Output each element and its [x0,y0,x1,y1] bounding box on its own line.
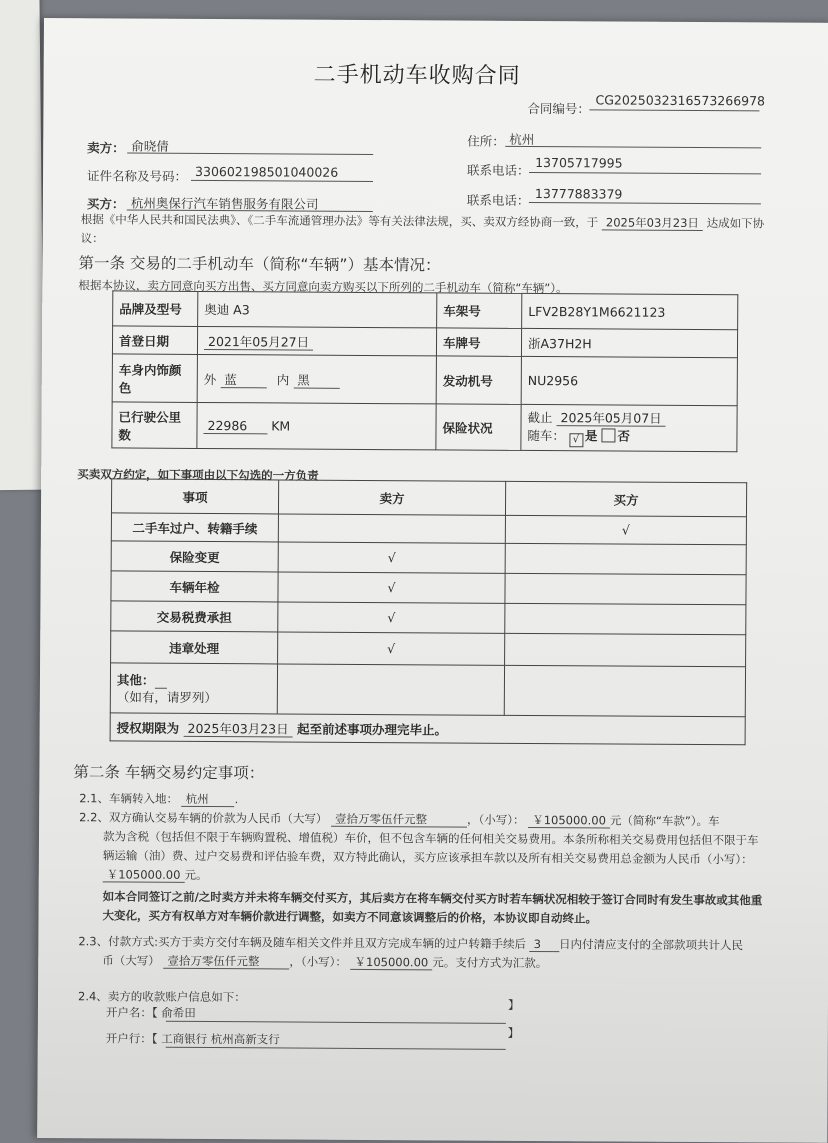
price-adjustment-note: 如本合同签订之前/之时卖方并未将车辆交付买方，其后卖方在将车辆交付买方时若车辆状况相较于签订合同时有发生事故或其他重 大变化，买方有权单方对车辆价款进行调整，如卖方不同意该调整后的价格，本协议即自动终止。 [102,889,763,926]
seller-phone-label: 联系电话： [467,162,530,178]
brand-label: 品牌及型号 [113,291,198,327]
payment-amount: ￥105000.00 [351,955,433,970]
table-row: 交易税费承担 √ [111,601,746,635]
table-row: 二手车过户、转籍手续 √ [111,513,746,545]
other-note: （如有，请罗列） [116,688,217,705]
seller-name: 俞晓倩 [131,138,169,154]
intro-text-cont: 议： [80,231,104,246]
engine-value: NU2956 [521,356,737,405]
seller-phone: 13705717995 [535,155,623,171]
duties-col-seller: 卖方 [278,480,505,515]
price-uppercase: 壹拾万零伍仟元整 [331,812,467,828]
table-row: 车辆年检 √ [111,571,746,605]
clause-2-2: 2.2、双方确认交易车辆的价款为人民币（大写） 壹拾万零伍仟元整 ，（小写）： ￥105000.00 元（简称“车款”）。车 款为含税（包括但不限于车辆购置税、增值税）车价，但不包含车辆的任何相关交易费用。本条所称相关交易费用包括但不限于车 辆运输（油）费、过户交易费和评估验车费，双方特此确认，买方应该承担车款以及所有相关交易费用总金额为人民币（小写）： ￥105000.00 元。 [79,810,759,883]
bank-row: 开户行：【 工商银行 杭州高新支行 [105,1031,280,1047]
id-number: 330602198501040026 [195,163,339,180]
plate-label: 车牌号 [436,328,521,357]
total-amount: ￥105000.00 [103,867,185,882]
contract-no-value: CG2025032316573266978 [595,92,766,109]
article1-lead: 根据本协议，卖方同意向买方出售、买方同意向卖方购买以下所列的二手机动车（简称“车辆”）。 [78,278,568,296]
price-amount: ￥105000.00 [528,813,610,828]
underlying-page-edge [0,0,45,490]
payment-days: 3 [530,937,559,952]
clause-2-1: 2.1、车辆转入地： 杭州 . [79,791,239,807]
bank-name: 工商银行 杭州高新支行 [161,1031,280,1047]
engine-label: 发动机号 [436,356,521,405]
vin-label: 车架号 [437,293,522,329]
account-holder-row: 开户名：【 俞希田 [105,1005,196,1020]
contract-page: 二手机动车收购合同 合同编号： CG2025032316573266978 卖方： 俞晓倩 住所： 杭州 证件名称及号码： 330602198501040026 联系电话： 13705717995 买方： 杭州奥保行汽车销售服务有限公司 联系电话： 13777883379 根据《中华人民共和国民法典》、《二手车流通管理办法》等有关法律法规，买、卖双方经协商一致，于 2025年03月23日 达成如下协 议： 第一条 交易的二手机动车（简称“车辆”）基本情况： 根据本协议，卖方同意向买方出售、买方同意向卖方购买以下所列的二手机动车（简称“车辆”）。 品牌及型号 奥迪 A3 车架号 LFV2B28Y1M6621123 首登日期 2021年05月27日 车牌号 浙A37H2H 车身内饰颜色 外 蓝 内 黑 发动机号 NU2956 已行驶公里数 22986 KM 保险状况 截止 2025年05月07日 随车： √ 是 否 买卖双方约定，如下事项由以下勾选的一方负责 事项 卖方 买方 二手车过户、转籍手续 √ 保险变更 √ 车辆年检 √ 交易税费承担 √ 违章处理 √ 其他： （如有，请罗列） 授权期限为 2025年03月23日 起至前述事项办理完毕止。 第二条 车辆交易约定事项： 2.1、车辆转入地： 杭州 . 2.2、双方确认交易车辆的价款为人民币（大写） 壹拾万零伍仟元整 ，（小写）： ￥105000.00 元（简称“车款”）。车 款为含税（包括但不限于车辆购置税、增值税）车价，但不包含车辆的任何相关交易费用。本条所称相关交易费用包括但不限于车 辆运输（油）费、过户交易费和评估验车费，双方特此确认，买方应该承担车款以及所有相关交易费用总金额为人民币（小写）： ￥105000.00 元。 如本合同签订之前/之时卖方并未将车辆交付买方，其后卖方在将车辆交付买方时若车辆状况相较于签订合同时有发生事故或其他重 大变化，买方有权单方对车辆价款进行调整，如卖方不同意该调整后的价格，本协议即自动终止。 2.3、付款方式:买方于卖方交付车辆及随车相关文件并且双方完成车辆的过户转籍手续后 3 日内付清应支付的全部款项共计人民 币（大写） 壹拾万零伍仟元整 ，（小写）： ￥105000.00 元。支付方式为汇款。 2.4、卖方的收款账户信息如下： 开户名：【 俞希田 】 开户行：【 工商银行 杭州高新支行 】 [37,18,828,1143]
reg-date-value: 2021年05月27日 [204,333,313,350]
table-row: 保险变更 √ [111,541,746,575]
brand-value: 奥迪 A3 [198,291,437,327]
payment-uppercase: 壹拾万零伍仟元整 [163,954,289,970]
other-label: 其他： [116,671,155,688]
duties-lead: 买卖双方约定，如下事项由以下勾选的一方负责 [77,467,319,483]
address-value: 杭州 [509,131,535,147]
clause-2-3: 2.3、付款方式:买方于卖方交付车辆及随车相关文件并且双方完成车辆的过户转籍手续后 3 日内付清应支付的全部款项共计人民 币（大写） 壹拾万零伍仟元整 ，（小写）： ￥105000.00 元。支付方式为汇款。 [78,934,744,971]
mileage-value: 22986 [203,418,267,434]
article1-heading: 第一条 交易的二手机动车（简称“车辆”）基本情况： [78,254,441,275]
buyer-label: 买方： [86,196,125,212]
exterior-color: 蓝 [220,372,267,388]
insurance-until: 2025年05月07日 [557,410,666,427]
seller-label: 卖方： [87,140,125,156]
duties-col-buyer: 买方 [505,481,746,516]
mileage-label: 已行驶公里数 [112,402,197,449]
id-label: 证件名称及号码： [86,168,188,184]
agreement-date: 2025年03月23日 [602,215,703,231]
buyer-phone-label: 联系电话： [466,192,530,208]
contract-no-label: 合同编号： [527,100,591,117]
table-row-other [110,663,745,717]
article2-heading: 第二条 车辆交易约定事项： [73,763,265,783]
buyer-phone: 13777883379 [534,186,623,202]
document-title: 二手机动车收购合同 [313,62,521,89]
interior-color: 黑 [293,372,340,388]
intro-text: 根据《中华人民共和国民法典》、《二手车流通管理办法》等有关法律法规，买、卖双方经协商一致，于 2025年03月23日 达成如下协 [80,212,765,231]
duties-table [110,478,748,745]
no-checkbox [601,428,615,442]
address-label: 住所： [467,133,505,149]
yes-checkbox: √ [569,433,583,447]
reg-date-label: 首登日期 [112,326,197,355]
color-label: 车身内饰颜色 [112,354,197,403]
buyer-name: 杭州奥保行汽车销售服务有限公司 [130,195,319,212]
vin-value: LFV2B28Y1M6621123 [522,293,738,329]
vehicle-info-table: 品牌及型号 奥迪 A3 车架号 LFV2B28Y1M6621123 首登日期 2021年05月27日 车牌号 浙A37H2H 车身内饰颜色 外 蓝 内 黑 发动机号 NU2956 已行驶公里数 22986 KM 保险状况 截止 2025年05月07日 随车： √ 是 否 [111,290,738,452]
plate-value: 浙A37H2H [521,328,737,357]
account-holder: 俞希田 [161,1005,196,1020]
insurance-label: 保险状况 [436,404,521,451]
mileage-unit: KM [271,418,291,434]
authorization-period: 授权期限为 2025年03月23日 起至前述事项办理完毕止。 [110,713,745,745]
duties-col-item: 事项 [111,479,278,514]
table-row: 违章处理 √ [111,631,746,667]
transfer-city: 杭州 [182,792,235,807]
clause-2-4: 2.4、卖方的收款账户信息如下： [77,989,246,1005]
authorization-date: 2025年03月23日 [183,720,292,737]
